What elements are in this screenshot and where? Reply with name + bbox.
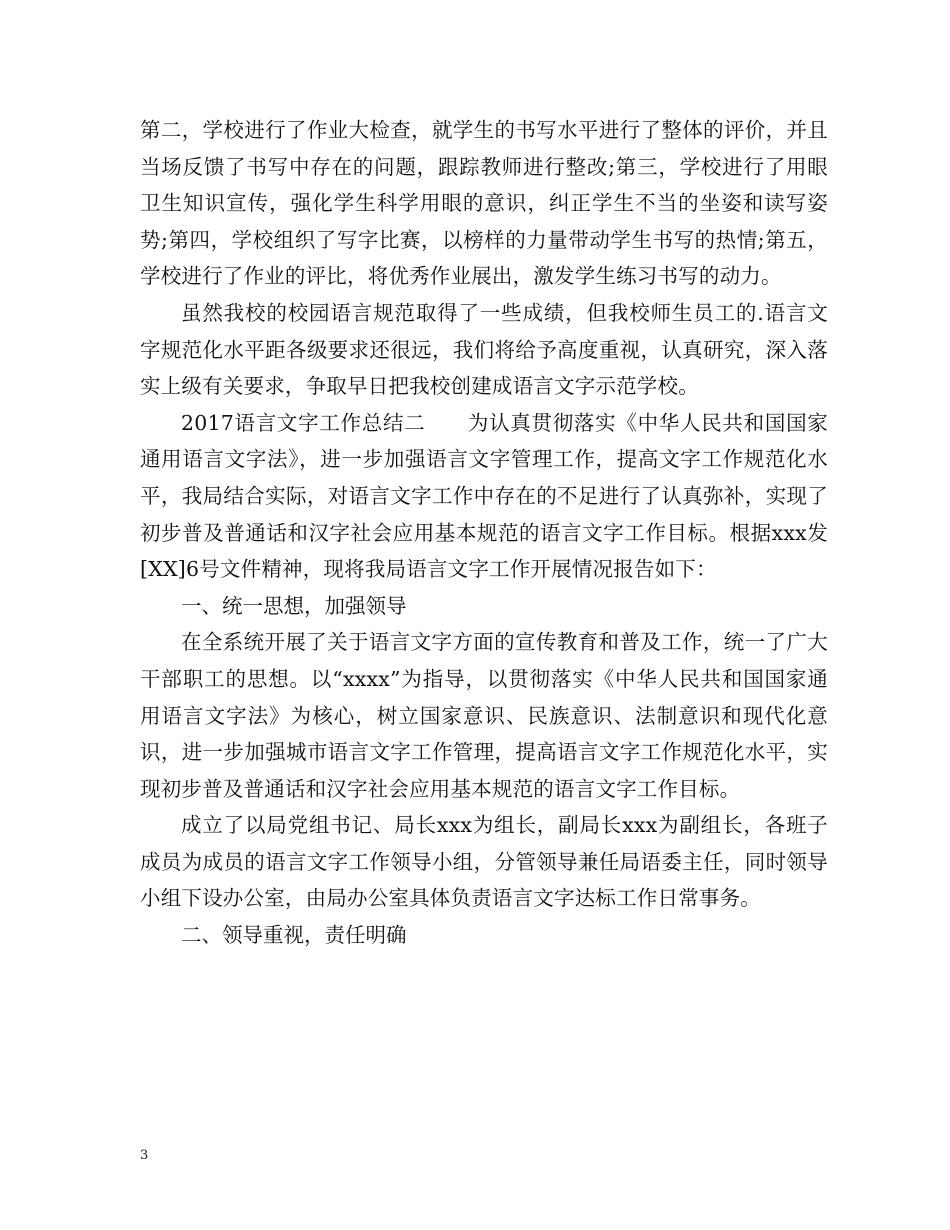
paragraph-summary-two-intro: 2017语言文字工作总结二 为认真贯彻落实《中华人民共和国国家通用语言文字法》，进一步加强语言文字管理工作，提高文字工作规范化水平，我局结合实际，对语言文字工作中存在的不足进行了认真弥补，实现了初步普及普通话和汉字社会应用基本规范的语言文字工作目标。根据xxx发[XX]6号文件精神，现将我局语言文字工作开展情况报告如下： bbox=[140, 410, 828, 582]
paragraph-school-measures: 第二，学校进行了作业大检查，就学生的书写水平进行了整体的评价，并且当场反馈了书写中存在的问题，跟踪教师进行整改;第三，学校进行了用眼卫生知识宣传，强化学生科学用眼的意识，纠正学生不当的坐姿和读写姿势;第四，学校组织了写字比赛，以榜样的力量带动学生书写的热情;第五，学校进行了作业的评比，将优秀作业展出，激发学生练习书写的动力。 bbox=[140, 118, 828, 289]
section-heading-unify-thinking: 一、统一思想，加强领导 bbox=[181, 593, 407, 618]
section-heading-leadership-responsibility: 二、领导重视，责任明确 bbox=[181, 923, 407, 948]
paragraph-leading-group: 成立了以局党组书记、局长xxx为组长，副局长xxx为副组长，各班子成员为成员的语言文字工作领导小组，分管领导兼任局语委主任，同时领导小组下设办公室，由局办公室具体负责语言文字达标工作日常事务。 bbox=[140, 813, 828, 911]
document-body bbox=[140, 112, 828, 954]
paragraph-publicity-education: 在全系统开展了关于语言文字方面的宣传教育和普及工作，统一了广大干部职工的思想。以“xxxx”为指导，以贯彻落实《中华人民共和国国家通用语言文字法》为核心，树立国家意识、民族意识、法制意识和现代化意识，进一步加强城市语言文字工作管理，提高语言文字工作规范化水平，实现初步普及普通话和汉字社会应用基本规范的语言文字工作目标。 bbox=[140, 630, 828, 801]
paragraph-school-conclusion: 虽然我校的校园语言规范取得了一些成绩，但我校师生员工的.语言文字规范化水平距各级要求还很远，我们将给予高度重视，认真研究，深入落实上级有关要求，争取早日把我校创建成语言文字示范学校。 bbox=[140, 300, 828, 399]
page-number: 3 bbox=[140, 1148, 149, 1163]
